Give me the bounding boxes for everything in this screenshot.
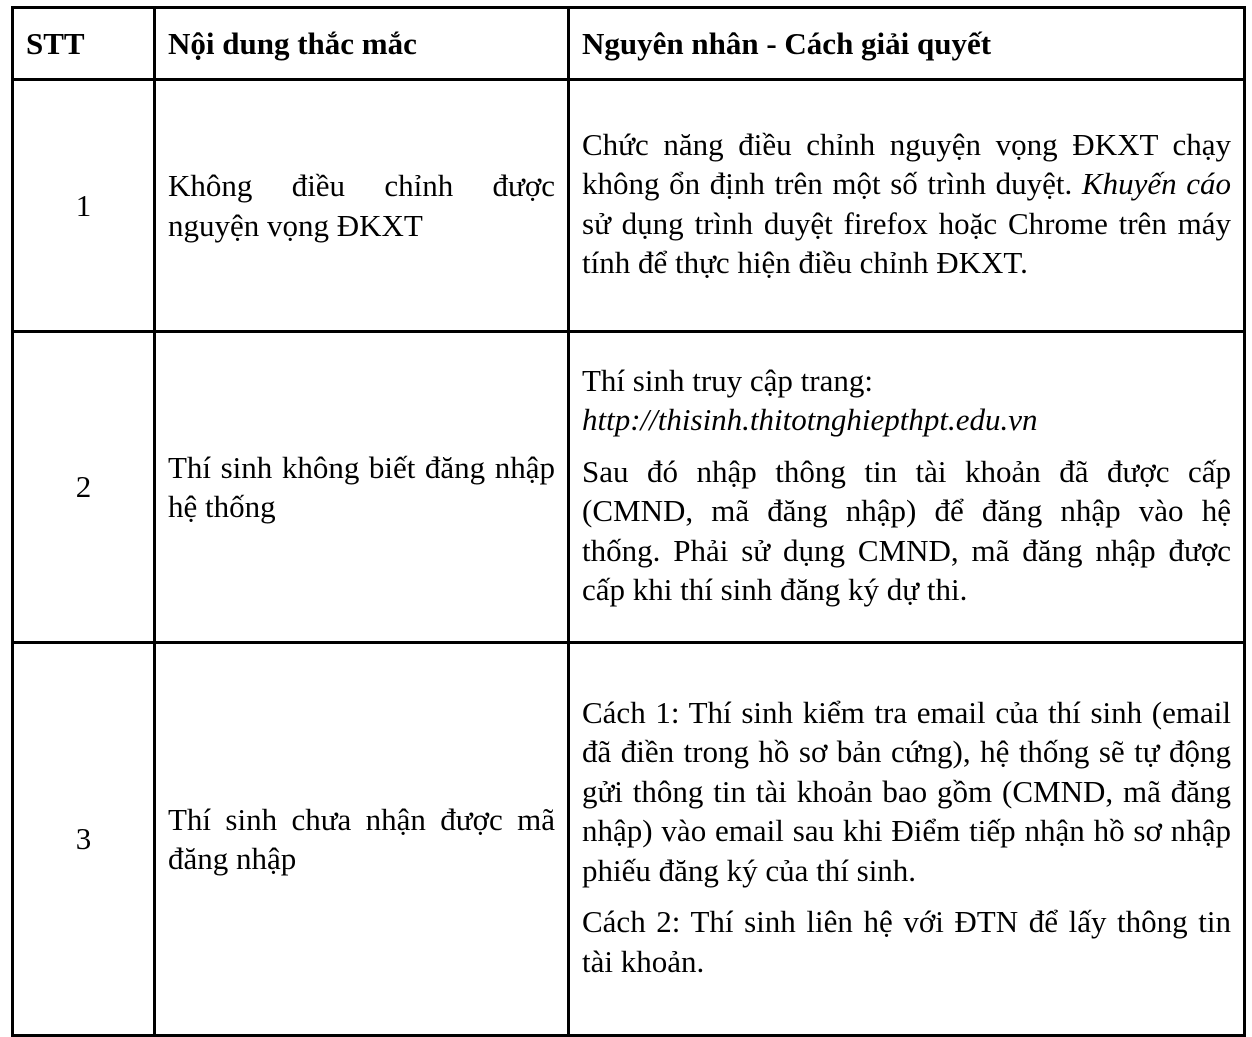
answer-text: Thí sinh truy cập trang:	[582, 362, 873, 398]
row-answer	[569, 80, 1245, 332]
header-row	[13, 8, 1245, 80]
answer-paragraph: Sau đó nhập thông tin tài khoản đã được cấp (CMND, mã đăng nhập) để đăng nhập vào hệ thống. Phải sử dụng CMND, mã đăng nhập được cấp khi thí sinh đăng ký dự thi.	[582, 453, 1231, 607]
answer-text: Chức năng điều chỉnh nguyện vọng ĐKXT chạy không ổn định trên một số trình duyệt.	[582, 126, 1231, 201]
faq-table-container	[11, 6, 1246, 1037]
row-answer	[569, 332, 1245, 643]
row-answer	[569, 643, 1245, 1036]
header-answer: Nguyên nhân - Cách giải quyết	[569, 8, 1245, 80]
row-question	[155, 643, 569, 1036]
header-stt: STT	[13, 8, 155, 80]
table-row	[13, 643, 1245, 1036]
header-question: Nội dung thắc mắc	[155, 8, 569, 80]
faq-table	[11, 6, 1246, 1037]
answer-text: sử dụng trình duyệt firefox hoặc Chrome trên máy tính để thực hiện điều chỉnh ĐKXT.	[582, 205, 1231, 280]
row-number: 2	[13, 332, 155, 643]
answer-paragraph: Cách 2: Thí sinh liên hệ với ĐTN để lấy thông tin tài khoản.	[582, 904, 1231, 979]
answer-emphasis: Khuyến cáo	[1081, 166, 1231, 201]
row-question	[155, 332, 569, 643]
answer-paragraph	[582, 361, 1231, 440]
question-text: Không điều chỉnh được nguyện vọng ĐKXT	[168, 168, 555, 243]
table-row	[13, 332, 1245, 643]
table-row	[13, 80, 1245, 332]
row-number: 3	[13, 643, 155, 1036]
question-text: Thí sinh chưa nhận được mã đăng nhập	[168, 801, 555, 876]
answer-paragraph: Cách 1: Thí sinh kiểm tra email của thí sinh (email đã điền trong hồ sơ bản cứng), hệ thống sẽ tự động gửi thông tin tài khoản bao gồm (CMND, mã đăng nhập) vào email sau khi Điểm tiếp nhận hồ sơ nhập phiếu đăng ký của thí sinh.	[582, 694, 1231, 888]
login-url-link[interactable]: http://thisinh.thitotnghiepthpt.edu.vn	[582, 402, 1038, 437]
row-number: 1	[13, 80, 155, 332]
row-question	[155, 80, 569, 332]
answer-paragraph	[582, 125, 1231, 283]
question-text: Thí sinh không biết đăng nhập hệ thống	[168, 449, 555, 524]
